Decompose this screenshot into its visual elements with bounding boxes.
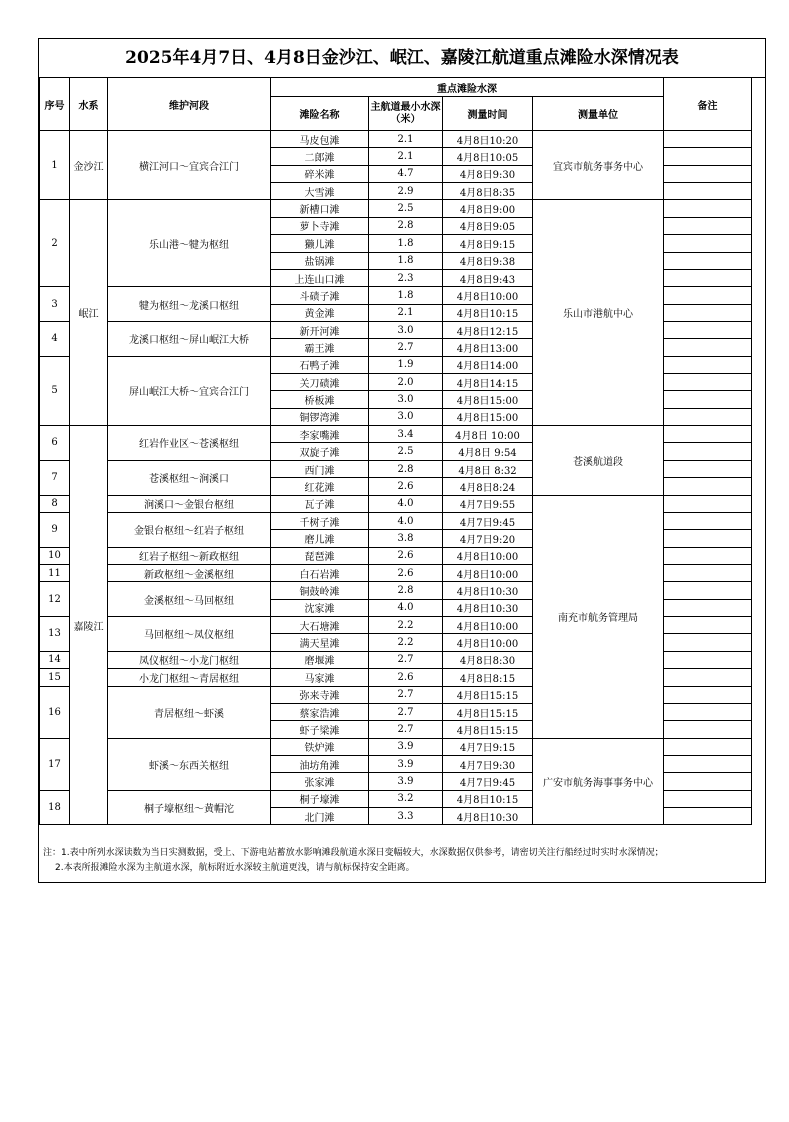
remark-cell [664,165,752,182]
section-cell: 马回枢纽～凤仪枢纽 [108,617,271,652]
measure-time: 4月8日9:38 [443,252,533,269]
shoal-name: 白石岩滩 [271,564,369,581]
remark-cell [664,321,752,338]
shoal-name: 桥板滩 [271,391,369,408]
shoal-name: 双旋子滩 [271,443,369,460]
shoal-name: 满天星滩 [271,634,369,651]
table-row [40,426,752,443]
measure-time: 4月8日 10:00 [443,426,533,443]
depth-value: 2.2 [369,617,443,634]
measure-time: 4月8日9:00 [443,200,533,217]
remark-cell [664,547,752,564]
seq-cell: 2 [40,200,70,287]
shoal-name: 瓦子滩 [271,495,369,512]
seq-cell: 18 [40,790,70,825]
remark-cell [664,217,752,234]
remark-cell [664,512,752,529]
measure-time: 4月8日15:15 [443,686,533,703]
shoal-name: 北门滩 [271,808,369,825]
depth-value: 3.0 [369,391,443,408]
depth-value: 1.9 [369,356,443,373]
depth-value: 1.8 [369,252,443,269]
measure-time: 4月7日9:20 [443,530,533,547]
section-cell: 涧溪口～金银台枢纽 [108,495,271,512]
shoal-name: 虾子梁滩 [271,721,369,738]
measure-time: 4月8日9:30 [443,165,533,182]
seq-cell: 9 [40,512,70,547]
section-cell: 苍溪枢纽～涧溪口 [108,460,271,495]
remark-cell [664,443,752,460]
header-remark: 备注 [664,78,752,131]
depth-value: 3.9 [369,738,443,755]
shoal-name: 沈家滩 [271,599,369,616]
shoal-name: 上连山口滩 [271,269,369,286]
shoal-name: 新开河滩 [271,321,369,338]
remark-cell [664,773,752,790]
measure-time: 4月8日9:43 [443,269,533,286]
section-cell: 金溪枢纽～马回枢纽 [108,582,271,617]
shoal-name: 黄金滩 [271,304,369,321]
depth-value: 3.8 [369,530,443,547]
remark-cell [664,582,752,599]
depth-value: 3.2 [369,790,443,807]
remark-cell [664,408,752,425]
remark-cell [664,478,752,495]
shoal-name: 关刀碛滩 [271,374,369,391]
measure-time: 4月7日9:45 [443,512,533,529]
seq-cell: 5 [40,356,70,425]
remark-cell [664,391,752,408]
header-section: 维护河段 [108,78,271,131]
remark-cell [664,651,752,668]
shoal-name: 獭儿滩 [271,235,369,252]
seq-cell: 12 [40,582,70,617]
header-shoal: 滩险名称 [271,97,369,131]
remark-cell [664,252,752,269]
remark-cell [664,790,752,807]
unit-cell: 广安市航务海事事务中心 [533,738,664,825]
measure-time: 4月8日10:00 [443,564,533,581]
measure-time: 4月8日10:20 [443,131,533,148]
remark-cell [664,721,752,738]
shoal-name: 斗碛子滩 [271,287,369,304]
remark-cell [664,808,752,825]
depth-value: 2.1 [369,148,443,165]
measure-time: 4月8日10:05 [443,148,533,165]
shoal-name: 石鸭子滩 [271,356,369,373]
measure-time: 4月8日8:35 [443,183,533,200]
header-group: 重点滩险水深 [271,78,664,97]
depth-value: 4.7 [369,165,443,182]
shoal-name: 萝卜寺滩 [271,217,369,234]
remark-cell [664,530,752,547]
depth-value: 3.4 [369,426,443,443]
depth-value: 1.8 [369,235,443,252]
section-cell: 凤仪枢纽～小龙门枢纽 [108,651,271,668]
remark-cell [664,287,752,304]
depth-value: 3.0 [369,408,443,425]
footnotes [43,846,763,876]
shoal-name: 大石塘滩 [271,617,369,634]
seq-cell: 10 [40,547,70,564]
measure-time: 4月8日8:30 [443,651,533,668]
footnote-1: 注：1.表中所列水深读数为当日实测数据，受上、下游电站蓄放水影响滩段航道水深日变幅较大，水深数据仅供参考，请密切关注行船经过时实时水深情况； [43,848,664,858]
depth-value: 2.7 [369,686,443,703]
depth-value: 4.0 [369,495,443,512]
remark-cell [664,356,752,373]
shoal-name: 油坊角滩 [271,755,369,772]
seq-cell: 7 [40,460,70,495]
table-body [40,131,752,825]
depth-value: 1.8 [369,287,443,304]
measure-time: 4月8日 9:54 [443,443,533,460]
depth-value: 2.7 [369,651,443,668]
footnote-2: 2.本表所报滩险水深为主航道水深，航标附近水深较主航道更浅，请与航标保持安全距离。 [55,863,415,873]
measure-time: 4月7日9:30 [443,755,533,772]
remark-cell [664,200,752,217]
section-cell: 横江河口～宜宾合江门 [108,131,271,200]
measure-time: 4月8日15:15 [443,703,533,720]
depth-value: 2.5 [369,443,443,460]
measure-time: 4月8日10:30 [443,599,533,616]
measure-time: 4月8日8:24 [443,478,533,495]
remark-cell [664,374,752,391]
shoal-name: 大雪滩 [271,183,369,200]
shoal-name: 铁炉滩 [271,738,369,755]
depth-value: 2.8 [369,217,443,234]
table-row [40,131,752,148]
depth-value: 2.8 [369,582,443,599]
depth-table [39,77,752,825]
section-cell: 新政枢纽～金溪枢纽 [108,564,271,581]
measure-time: 4月8日10:30 [443,582,533,599]
measure-time: 4月8日10:00 [443,617,533,634]
section-cell: 桐子壕枢纽～黄帽沱 [108,790,271,825]
measure-time: 4月8日15:00 [443,408,533,425]
shoal-name: 马家滩 [271,669,369,686]
depth-value: 2.9 [369,183,443,200]
seq-cell: 1 [40,131,70,200]
measure-time: 4月8日 8:32 [443,460,533,477]
depth-value: 3.0 [369,321,443,338]
measure-time: 4月8日9:15 [443,235,533,252]
depth-value: 3.9 [369,773,443,790]
depth-value: 2.6 [369,669,443,686]
section-cell: 青居枢纽～虾溪 [108,686,271,738]
unit-cell: 南充市航务管理局 [533,495,664,738]
measure-time: 4月8日8:15 [443,669,533,686]
seq-cell: 13 [40,617,70,652]
unit-cell: 乐山市港航中心 [533,200,664,426]
depth-value: 2.6 [369,564,443,581]
measure-time: 4月8日10:00 [443,547,533,564]
depth-value: 2.6 [369,547,443,564]
unit-cell: 宜宾市航务事务中心 [533,131,664,200]
shoal-name: 李家嘴滩 [271,426,369,443]
depth-value: 2.1 [369,304,443,321]
page-title: 2025年4月7日、4月8日金沙江、岷江、嘉陵江航道重点滩险水深情况表 [39,39,765,78]
depth-value: 2.6 [369,478,443,495]
shoal-name: 西门滩 [271,460,369,477]
measure-time: 4月8日15:00 [443,391,533,408]
section-cell: 红岩作业区～苍溪枢纽 [108,426,271,461]
table-row [40,200,752,217]
depth-value: 2.8 [369,460,443,477]
remark-cell [664,599,752,616]
header-seq: 序号 [40,78,70,131]
river-cell: 嘉陵江 [70,426,108,825]
seq-cell: 6 [40,426,70,461]
remark-cell [664,339,752,356]
seq-cell: 15 [40,669,70,686]
remark-cell [664,617,752,634]
shoal-name: 霸王滩 [271,339,369,356]
remark-cell [664,460,752,477]
section-cell: 屏山岷江大桥～宜宾合江门 [108,356,271,425]
shoal-name: 琵琶滩 [271,547,369,564]
section-cell: 虾溪～东西关枢纽 [108,738,271,790]
river-cell: 金沙江 [70,131,108,200]
measure-time: 4月8日10:15 [443,790,533,807]
header-time: 测量时间 [443,97,533,131]
seq-cell: 4 [40,321,70,356]
depth-value: 2.7 [369,703,443,720]
depth-table-container [39,77,752,825]
depth-value: 4.0 [369,512,443,529]
measure-time: 4月8日14:15 [443,374,533,391]
depth-value: 4.0 [369,599,443,616]
shoal-name: 桐子壕滩 [271,790,369,807]
section-cell: 龙溪口枢纽～屏山岷江大桥 [108,321,271,356]
shoal-name: 二郎滩 [271,148,369,165]
depth-value: 3.3 [369,808,443,825]
remark-cell [664,755,752,772]
shoal-name: 磨儿滩 [271,530,369,547]
seq-cell: 3 [40,287,70,322]
depth-value: 2.7 [369,721,443,738]
shoal-name: 红花滩 [271,478,369,495]
remark-cell [664,634,752,651]
seq-cell: 8 [40,495,70,512]
shoal-name: 铜锣湾滩 [271,408,369,425]
seq-cell: 11 [40,564,70,581]
remark-cell [664,738,752,755]
remark-cell [664,235,752,252]
measure-time: 4月8日14:00 [443,356,533,373]
depth-value: 3.9 [369,755,443,772]
shoal-name: 盐锅滩 [271,252,369,269]
measure-time: 4月8日10:15 [443,304,533,321]
remark-cell [664,131,752,148]
remark-cell [664,686,752,703]
header-river: 水系 [70,78,108,131]
unit-cell: 苍溪航道段 [533,426,664,495]
measure-time: 4月8日10:00 [443,634,533,651]
depth-value: 2.3 [369,269,443,286]
measure-time: 4月8日10:30 [443,808,533,825]
depth-value: 2.0 [369,374,443,391]
section-cell: 金银台枢纽～红岩子枢纽 [108,512,271,547]
measure-time: 4月7日9:15 [443,738,533,755]
measure-time: 4月7日9:55 [443,495,533,512]
section-cell: 小龙门枢纽～青居枢纽 [108,669,271,686]
section-cell: 乐山港～犍为枢纽 [108,200,271,287]
remark-cell [664,495,752,512]
shoal-name: 碎米滩 [271,165,369,182]
measure-time: 4月8日15:15 [443,721,533,738]
remark-cell [664,564,752,581]
table-row [40,495,752,512]
remark-cell [664,269,752,286]
table-row [40,738,752,755]
shoal-name: 弥来寺滩 [271,686,369,703]
river-cell: 岷江 [70,200,108,426]
depth-value: 2.5 [369,200,443,217]
seq-cell: 16 [40,686,70,738]
depth-value: 2.2 [369,634,443,651]
depth-value: 2.7 [369,339,443,356]
seq-cell: 17 [40,738,70,790]
shoal-name: 磨堰滩 [271,651,369,668]
measure-time: 4月8日13:00 [443,339,533,356]
shoal-name: 新槽口滩 [271,200,369,217]
header-unit: 测量单位 [533,97,664,131]
measure-time: 4月8日12:15 [443,321,533,338]
section-cell: 红岩子枢纽～新政枢纽 [108,547,271,564]
seq-cell: 14 [40,651,70,668]
depth-value: 2.1 [369,131,443,148]
remark-cell [664,426,752,443]
remark-cell [664,703,752,720]
shoal-name: 铜鼓岭滩 [271,582,369,599]
header-depth: 主航道最小水深（米） [369,97,443,131]
water-depth-report [38,38,766,883]
remark-cell [664,669,752,686]
shoal-name: 千树子滩 [271,512,369,529]
remark-cell [664,304,752,321]
section-cell: 犍为枢纽～龙溪口枢纽 [108,287,271,322]
shoal-name: 张家滩 [271,773,369,790]
remark-cell [664,183,752,200]
measure-time: 4月8日10:00 [443,287,533,304]
shoal-name: 蔡家浩滩 [271,703,369,720]
measure-time: 4月8日9:05 [443,217,533,234]
measure-time: 4月7日9:45 [443,773,533,790]
remark-cell [664,148,752,165]
shoal-name: 马皮包滩 [271,131,369,148]
